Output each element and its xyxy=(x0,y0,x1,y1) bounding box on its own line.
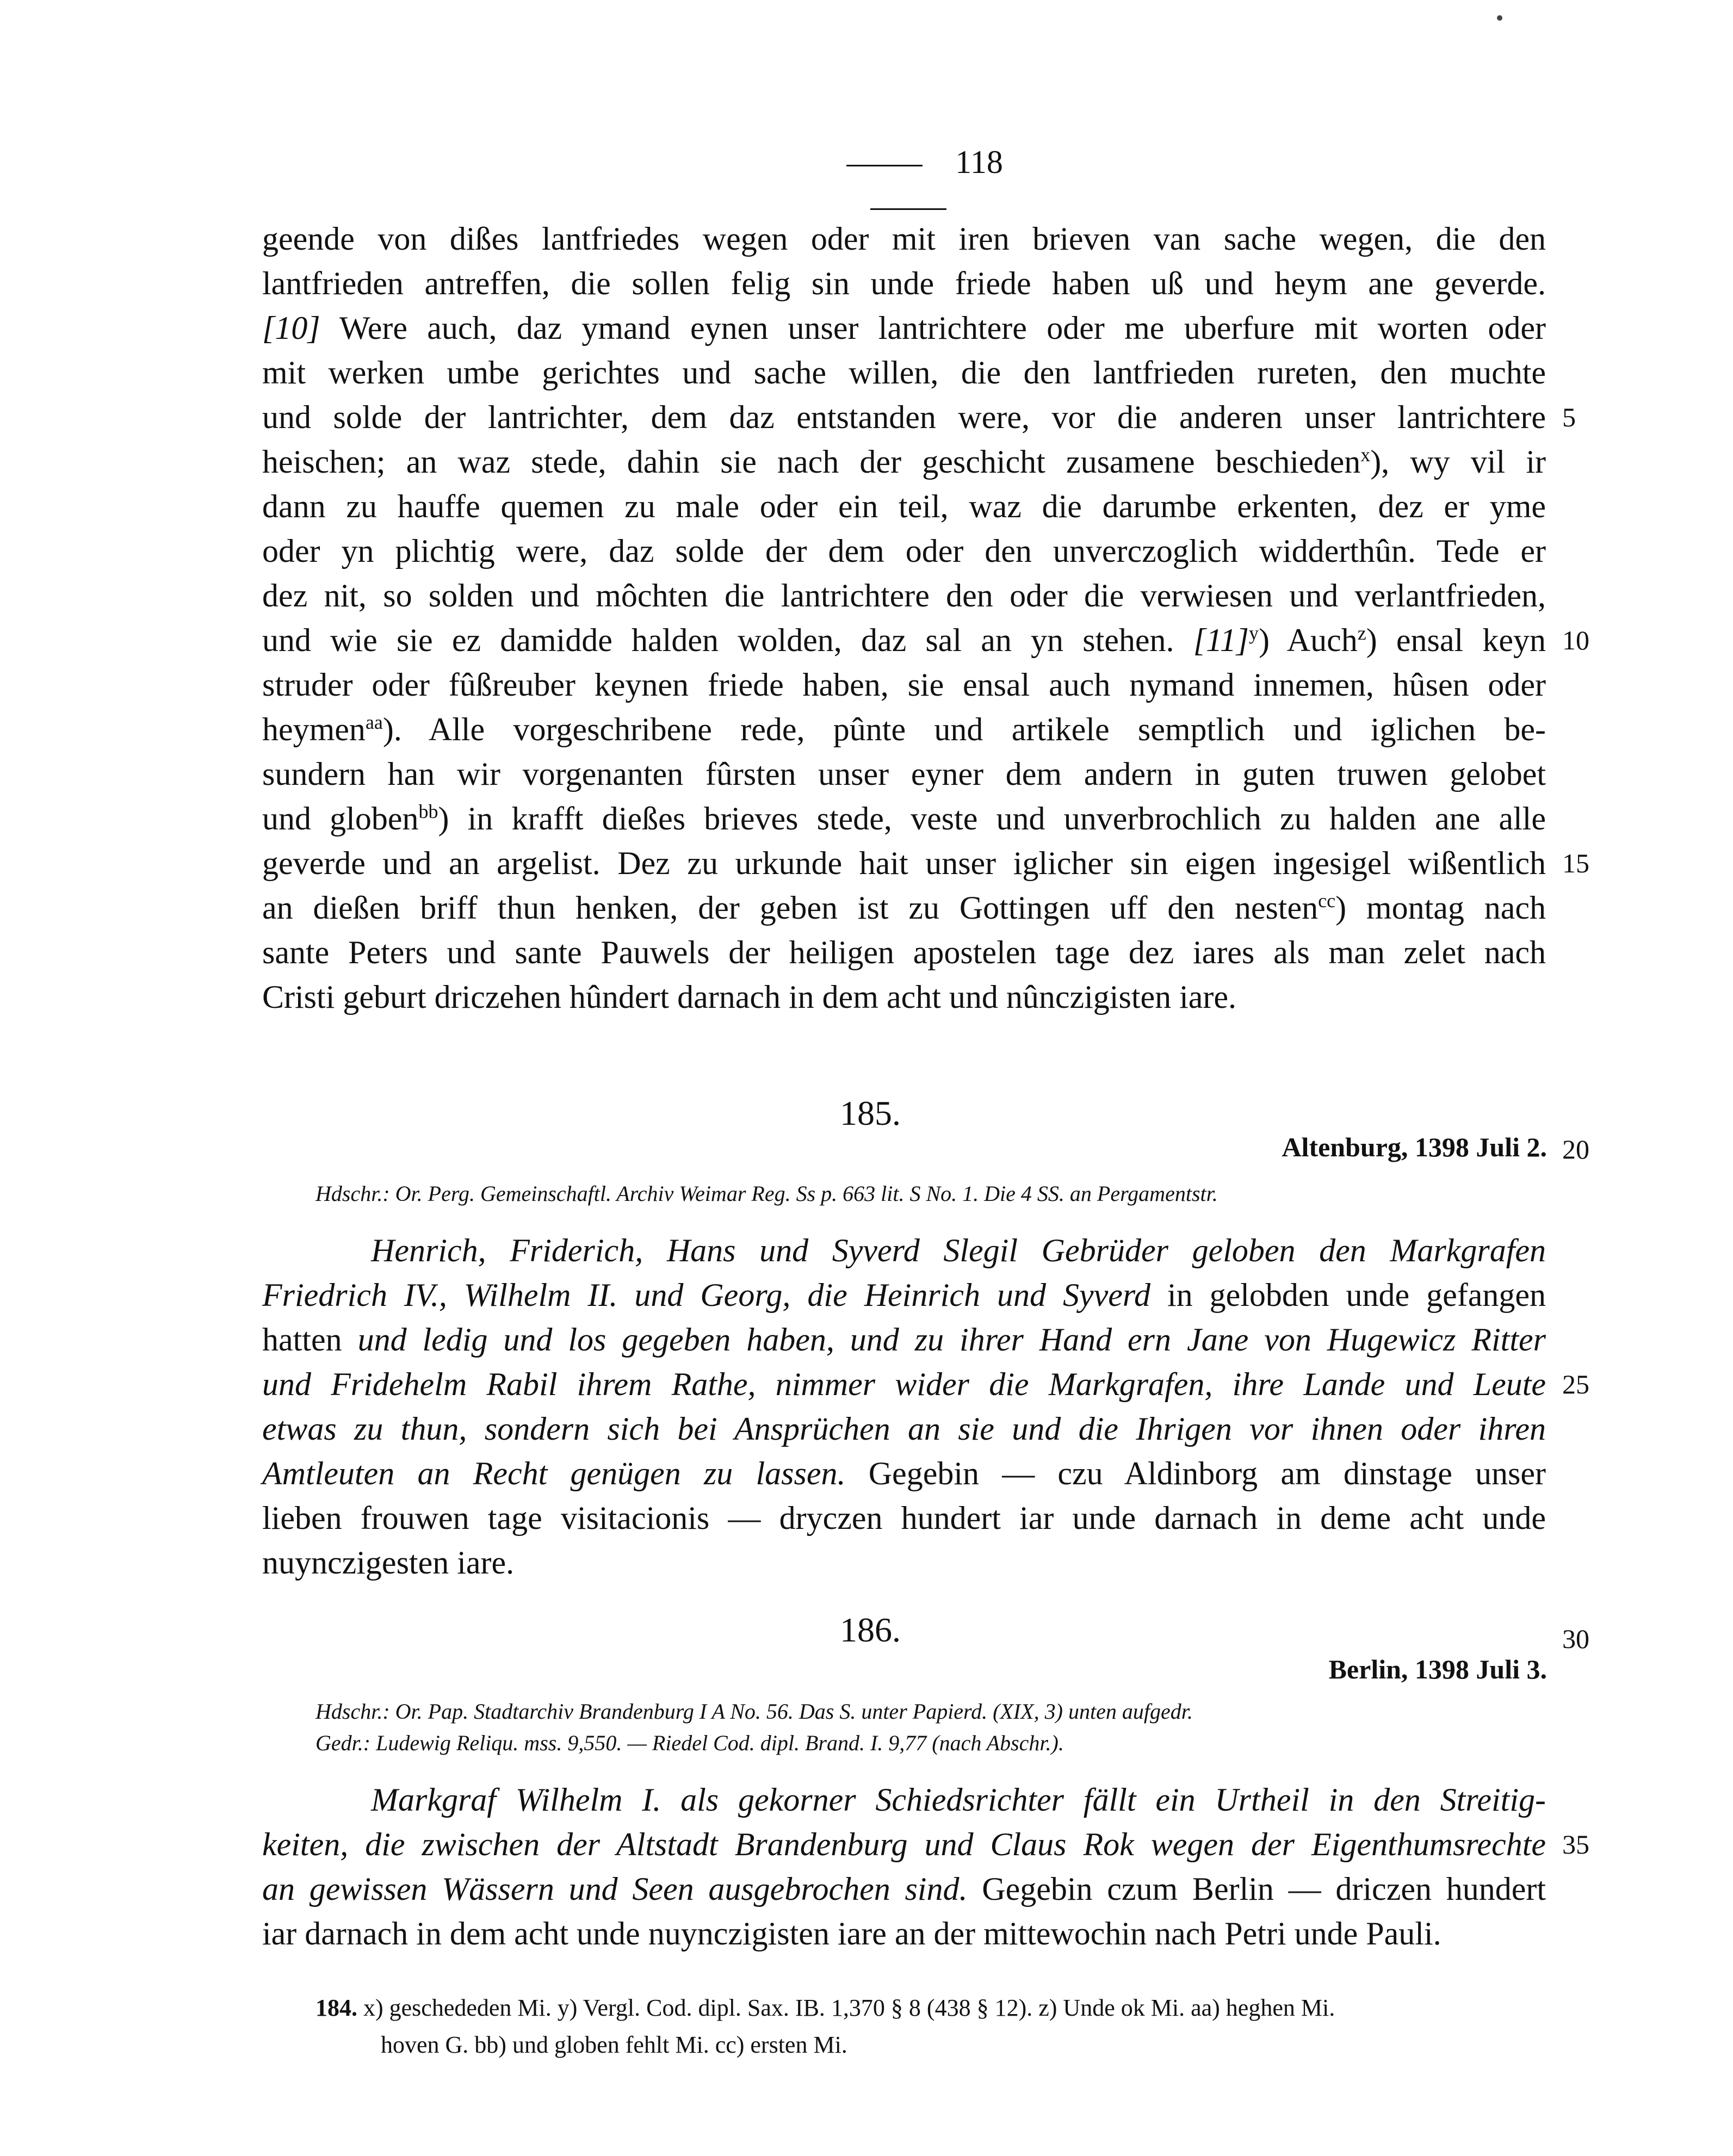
footnotes-line: hoven G. bb) und globen fehlt Mi. cc) ersten Mi. xyxy=(381,2031,847,2058)
text-line: und Fridehelm Rabil ihrem Rathe, nimmer wider die Markgrafen, ihre Lande und Leute xyxy=(262,1366,1546,1402)
margin-line-number: 20 xyxy=(1562,1134,1589,1164)
speck-mark xyxy=(1497,15,1502,21)
footnote-mark: bb xyxy=(418,801,438,822)
margin-line-number: 25 xyxy=(1562,1369,1589,1399)
margin-line-number: 35 xyxy=(1562,1829,1589,1860)
text-line: Henrich, Friderich, Hans und Syverd Slegil Gebrüder geloben den Markgrafen xyxy=(371,1232,1546,1268)
doc-186-source-line: Hdschr.: Or. Pap. Stadtarchiv Brandenburg I A No. 56. Das S. unter Papierd. (XIX, 3) unten aufgedr. xyxy=(315,1699,1193,1724)
text-line: keiten, die zwischen der Altstadt Brandenburg und Claus Rok wegen der Eigenthumsrechte xyxy=(262,1826,1546,1862)
text-line: an gewissen Wässern und Seen ausgebrochen sind. Gegebin czum Berlin — driczen hundert xyxy=(262,1871,1546,1907)
doc-185-regest xyxy=(262,1228,1546,1585)
text-line: geverde und an argelist. Dez zu urkunde hait unser iglicher sin eigen ingesigel wißentlich xyxy=(262,845,1546,881)
footnote-mark: aa xyxy=(365,711,383,733)
footnotes-line: 184. x) geschededen Mi. y) Vergl. Cod. dipl. Sax. IB. 1,370 § 8 (438 § 12). z) Unde ok Mi. aa) heghen Mi. xyxy=(315,1994,1335,2021)
text-line: heymen$^{aa}$). Alle vorgeschribene rede, pûnte und artikele semptlich und iglichen be- xyxy=(262,711,1546,747)
text-line: etwas zu thun, sondern sich bei Ansprüchen an sie und die Ihrigen vor ihnen oder ihren xyxy=(262,1411,1546,1447)
continuation-text xyxy=(262,216,1546,1019)
page-number xyxy=(756,140,1061,227)
text-line: geende von dißes lantfriedes wegen oder mit iren brieven van sache wegen, die den xyxy=(262,221,1546,257)
text-line: Amtleuten an Recht genügen zu lassen. Gegebin — czu Aldinborg am dinstage unser xyxy=(262,1455,1546,1491)
text-line: und wie sie ez damidde halden wolden, daz sal an yn stehen. $[11]^y$) Auch$^z$) ensal keyn xyxy=(262,622,1546,658)
text-line: und globen$^{bb}$) in krafft dießes brieves stede, veste und unverbrochlich zu halden ane alle xyxy=(262,801,1546,837)
page-number-dash-right xyxy=(870,208,946,210)
text-line: dann zu hauffe quemen zu male oder ein teil, waz die darumbe erkenten, dez er yme xyxy=(262,488,1546,524)
doc-186-source-line: Gedr.: Ludewig Reliqu. mss. 9,550. — Riedel Cod. dipl. Brand. I. 9,77 (nach Abschr.). xyxy=(315,1731,1064,1755)
text-line: dez nit, so solden und môchten die lantrichtere den oder die verwiesen und verlantfrieden, xyxy=(262,578,1546,614)
text-line: mit werken umbe gerichtes und sache willen, die den lantfrieden rureten, den muchte xyxy=(262,355,1546,391)
doc-186-regest xyxy=(262,1777,1546,1956)
text-line: und solde der lantrichter, dem daz entstanden were, vor die anderen unser lantrichtere xyxy=(262,399,1546,435)
doc-185-date: Altenburg, 1398 Juli 2. xyxy=(1282,1132,1547,1162)
footnote-ref: 184. xyxy=(315,1994,357,2021)
page-number-dash-left xyxy=(846,165,923,166)
text-line: Cristi geburt driczehen hûndert darnach in dem acht und nûnczigisten iare. xyxy=(262,979,1237,1015)
text-line: lieben frouwen tage visitacionis — dryczen hundert iar unde darnach in deme acht unde xyxy=(262,1500,1546,1536)
section-label: [10] xyxy=(262,310,320,346)
page-number-text: 118 xyxy=(955,144,1003,180)
text-line: heischen; an waz stede, dahin sie nach der geschicht zusamene beschieden$^x$), wy vil ir xyxy=(262,444,1546,480)
text-line: oder yn plichtig were, daz solde der dem oder den unverczoglich widderthûn. Tede er xyxy=(262,533,1546,569)
doc-186-number: 186. xyxy=(840,1610,901,1649)
text-line: struder oder fûßreuber keynen friede haben, sie ensal auch nymand innemen, hûsen oder xyxy=(262,667,1546,703)
doc-185-number: 185. xyxy=(840,1094,901,1132)
section-label: [11] xyxy=(1193,622,1249,658)
footnote-mark: cc xyxy=(1318,890,1336,912)
margin-line-number: 5 xyxy=(1562,402,1576,432)
text-line: an dießen briff thun henken, der geben ist zu Gottingen uff den nesten$^{cc}$) montag nach xyxy=(262,890,1546,926)
doc-186-date: Berlin, 1398 Juli 3. xyxy=(1328,1654,1547,1684)
footnote-mark: z xyxy=(1357,622,1366,644)
margin-line-number: 10 xyxy=(1562,625,1589,655)
text-line: Friedrich IV., Wilhelm II. und Georg, die Heinrich und Syverd in gelobden unde gefangen xyxy=(262,1277,1546,1313)
margin-line-number: 15 xyxy=(1562,848,1589,878)
text-line: [10] Were auch, daz ymand eynen unser lantrichtere oder me uberfure mit worten oder xyxy=(262,310,1546,346)
text-line: sante Peters und sante Pauwels der heiligen apostelen tage dez iares als man zelet nach xyxy=(262,934,1546,970)
footnote-mark: y xyxy=(1248,622,1259,644)
text-line: lantfrieden antreffen, die sollen felig sin unde friede haben uß und heym ane geverde. xyxy=(262,265,1546,301)
text-line: hatten und ledig und los gegeben haben, und zu ihrer Hand ern Jane von Hugewicz Ritter xyxy=(262,1322,1546,1358)
text-line: Markgraf Wilhelm I. als gekorner Schiedsrichter fällt ein Urtheil in den Streitig- xyxy=(371,1782,1546,1818)
footnote-mark: x xyxy=(1360,444,1371,466)
text-line: nuynczigesten iare. xyxy=(262,1545,515,1581)
margin-line-number: 30 xyxy=(1562,1624,1589,1654)
text-line: sundern han wir vorgenanten fûrsten unser eyner dem andern in guten truwen gelobet xyxy=(262,756,1546,792)
text-line: iar darnach in dem acht unde nuynczigisten iare an der mittewochin nach Petri unde Pauli. xyxy=(262,1916,1441,1951)
doc-185-source: Hdschr.: Or. Perg. Gemeinschaftl. Archiv Weimar Reg. Ss p. 663 lit. S No. 1. Die 4 SS. an Pergamentstr. xyxy=(315,1181,1218,1206)
